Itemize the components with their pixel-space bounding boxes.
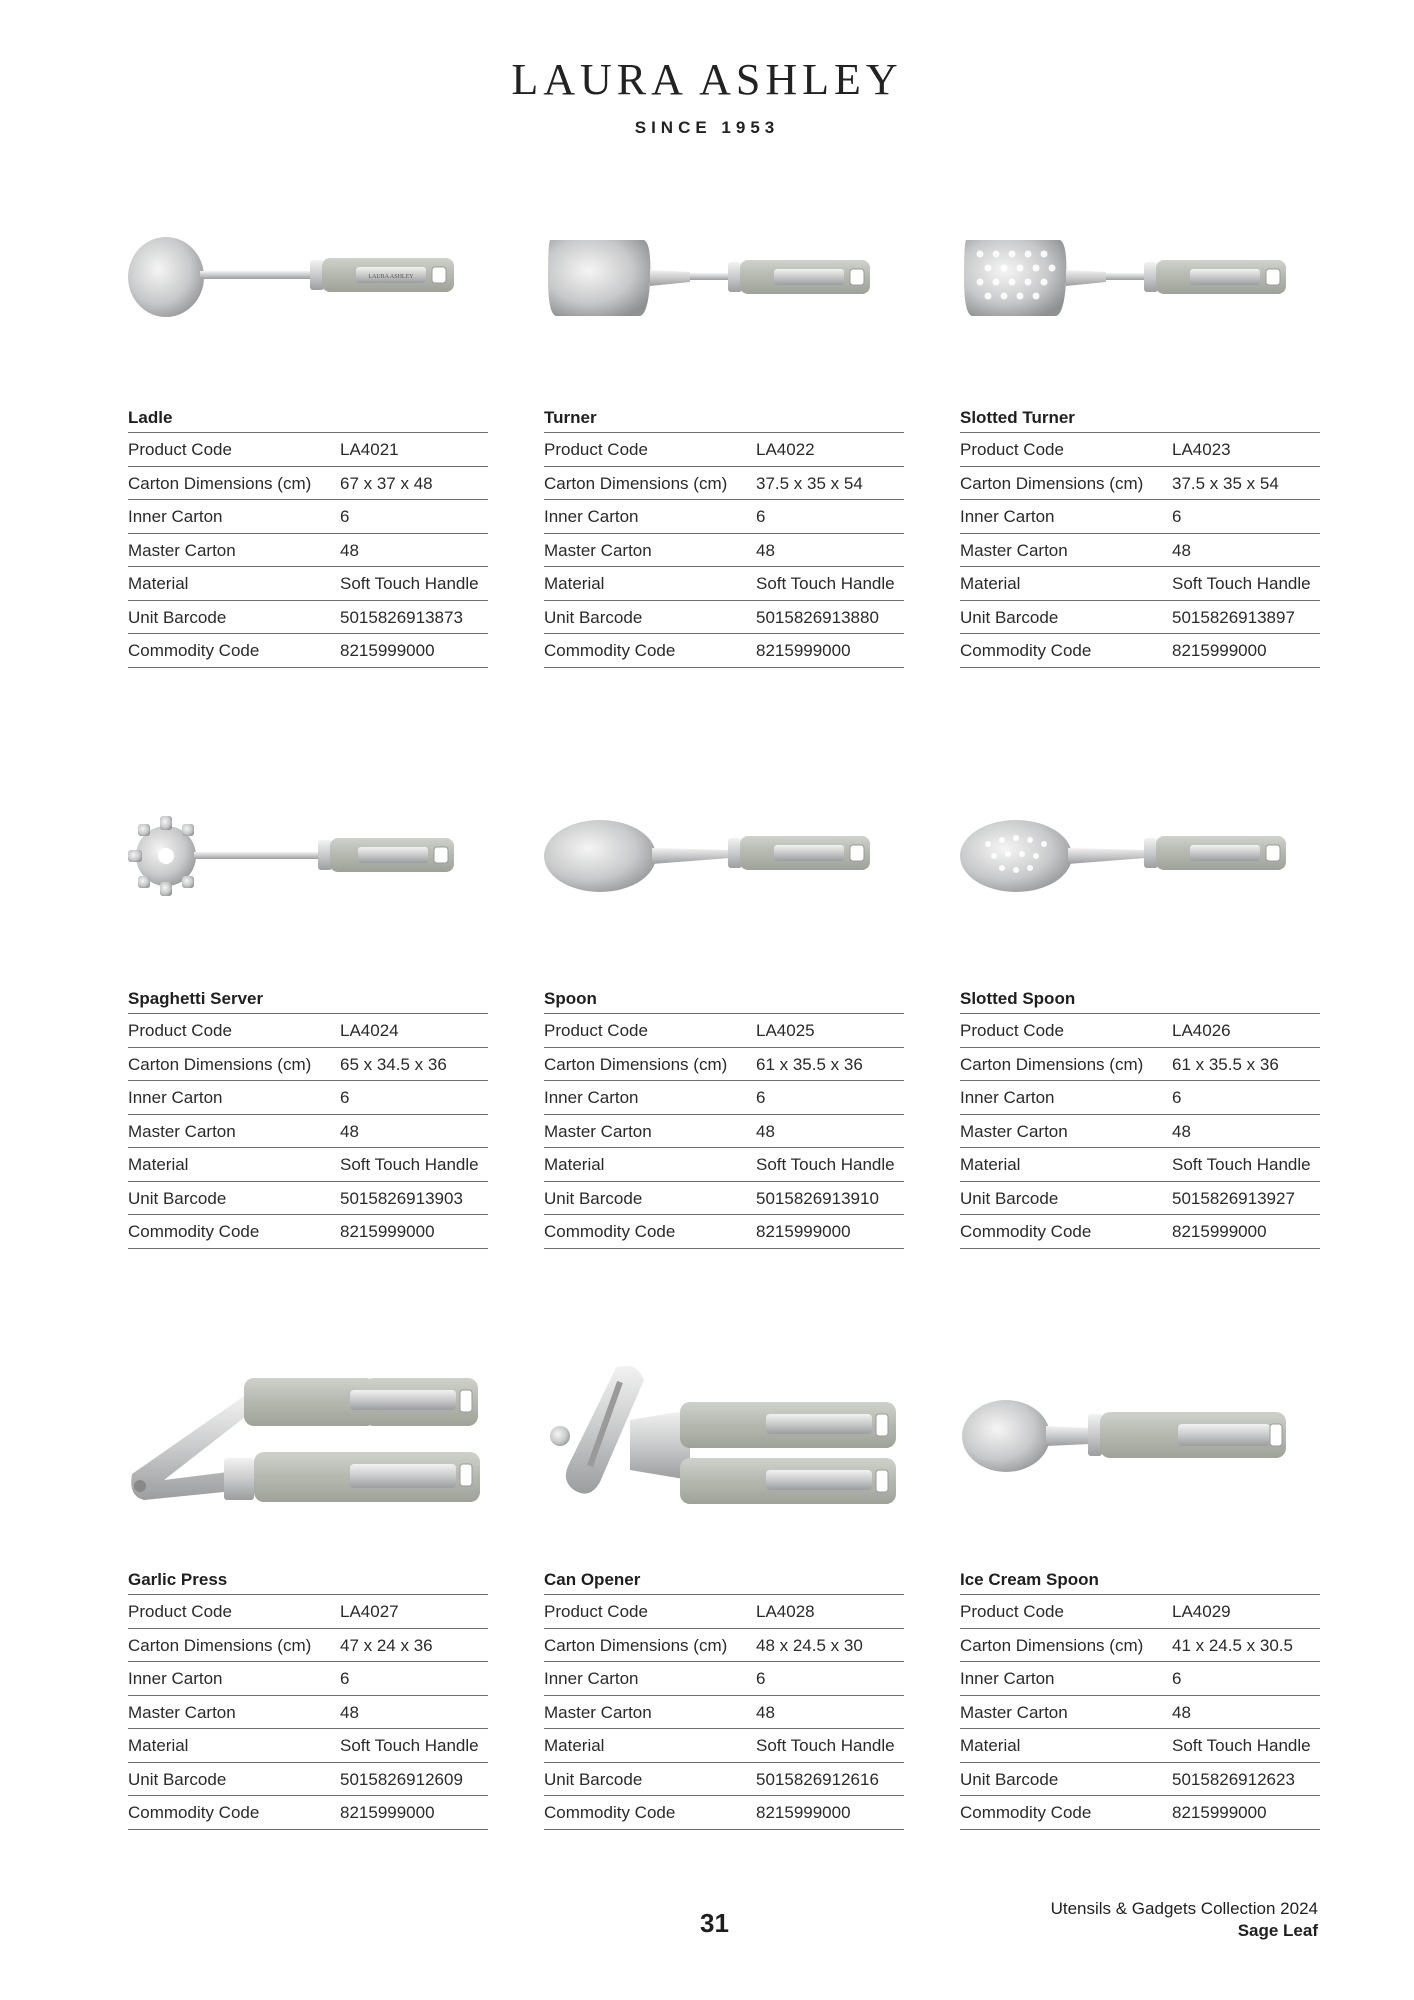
spec-label: Inner Carton <box>128 1088 223 1107</box>
spec-row <box>544 1796 904 1830</box>
spec-row <box>128 1048 488 1082</box>
spec-label: Master Carton <box>960 1121 1068 1141</box>
spec-label: Commodity Code <box>544 1222 676 1241</box>
spec-label: Commodity Code <box>960 1803 1092 1822</box>
product-name: Ice Cream Spoon <box>960 1564 1320 1595</box>
spec-label: Carton Dimensions (cm) <box>960 1635 1144 1655</box>
spec-row <box>960 1595 1320 1629</box>
spec-row <box>128 1014 488 1048</box>
spec-label: Unit Barcode <box>960 607 1059 627</box>
spec-label: Inner Carton <box>544 1088 639 1107</box>
spec-label: Master Carton <box>960 1702 1068 1722</box>
spec-row <box>960 1182 1320 1216</box>
spec-row <box>544 433 904 467</box>
spec-value: 6 <box>756 507 766 526</box>
spec-label: Inner Carton <box>960 507 1055 526</box>
product-name: Turner <box>544 402 904 433</box>
spec-value: Soft Touch Handle <box>1172 1155 1311 1174</box>
product-name: Can Opener <box>544 1564 904 1595</box>
spec-row <box>960 1081 1320 1115</box>
spec-label: Carton Dimensions (cm) <box>128 1635 312 1655</box>
spec-value: 5015826913873 <box>340 607 463 627</box>
spec-value: 5015826913880 <box>756 607 879 627</box>
spec-label: Material <box>128 574 189 593</box>
spec-label: Product Code <box>128 1021 232 1040</box>
spec-label: Carton Dimensions (cm) <box>960 473 1144 493</box>
spec-value: 67 x 37 x 48 <box>340 473 433 493</box>
ladle-image <box>124 222 484 332</box>
spec-table-spoon <box>544 983 904 1249</box>
spec-row <box>544 1763 904 1797</box>
spec-value: 8215999000 <box>340 1803 435 1822</box>
brand-since: SINCE 1953 <box>634 118 780 137</box>
spec-label: Unit Barcode <box>128 1188 227 1208</box>
spec-value: 48 <box>756 1121 775 1141</box>
spec-row <box>544 500 904 534</box>
product-name: Slotted Turner <box>960 402 1320 433</box>
spec-table-garlic-press <box>128 1564 488 1830</box>
spec-label: Material <box>960 574 1021 593</box>
spec-value: 48 <box>756 1702 775 1722</box>
spec-label: Unit Barcode <box>960 1769 1059 1789</box>
spec-row <box>544 1729 904 1763</box>
spec-value: 48 <box>1172 1121 1191 1141</box>
product-name: Slotted Spoon <box>960 983 1320 1014</box>
spec-row <box>960 1115 1320 1149</box>
spec-table-ice-cream-spoon <box>960 1564 1320 1830</box>
spec-label: Inner Carton <box>960 1669 1055 1688</box>
spec-label: Unit Barcode <box>128 1769 227 1789</box>
spec-label: Master Carton <box>960 540 1068 560</box>
spec-row <box>960 1148 1320 1182</box>
spec-table-slotted-turner <box>960 402 1320 668</box>
spec-row <box>960 1696 1320 1730</box>
spec-value: 48 <box>1172 1702 1191 1722</box>
spec-label: Master Carton <box>128 540 236 560</box>
spec-row <box>960 634 1320 668</box>
spec-label: Carton Dimensions (cm) <box>544 473 728 493</box>
spec-value: 48 x 24.5 x 30 <box>756 1635 863 1655</box>
spec-label: Material <box>128 1736 189 1755</box>
spec-value: 8215999000 <box>756 1222 851 1241</box>
spec-row <box>128 601 488 635</box>
spec-label: Product Code <box>128 440 232 459</box>
spec-value: Soft Touch Handle <box>340 1736 479 1755</box>
spec-row <box>960 1662 1320 1696</box>
spec-value: 8215999000 <box>1172 641 1267 660</box>
spec-table-turner <box>544 402 904 668</box>
product-name: Spaghetti Server <box>128 983 488 1014</box>
spec-label: Product Code <box>960 440 1064 459</box>
spec-label: Commodity Code <box>960 641 1092 660</box>
spec-row <box>544 534 904 568</box>
spec-row <box>960 1048 1320 1082</box>
spec-label: Master Carton <box>544 1702 652 1722</box>
spec-value: 48 <box>1172 540 1191 560</box>
spec-label: Commodity Code <box>544 641 676 660</box>
spec-label: Unit Barcode <box>128 607 227 627</box>
spec-value: 6 <box>756 1088 766 1107</box>
spoon-image <box>540 800 900 910</box>
collection-name: Utensils & Gadgets Collection 2024 <box>1050 1899 1318 1918</box>
spec-table-ladle <box>128 402 488 668</box>
spec-value: 8215999000 <box>340 641 435 660</box>
spec-row <box>128 1081 488 1115</box>
spec-label: Unit Barcode <box>544 607 643 627</box>
spec-row <box>128 1215 488 1249</box>
spec-value: 61 x 35.5 x 36 <box>756 1054 863 1074</box>
spec-row <box>544 1081 904 1115</box>
spec-row <box>960 1014 1320 1048</box>
spec-value: LA4028 <box>756 1602 815 1621</box>
spec-row <box>128 433 488 467</box>
spec-row <box>960 433 1320 467</box>
spec-label: Master Carton <box>128 1121 236 1141</box>
spec-row <box>544 567 904 601</box>
spec-value: LA4027 <box>340 1602 399 1621</box>
spec-value: Soft Touch Handle <box>340 1155 479 1174</box>
spec-value: 5015826912623 <box>1172 1769 1295 1789</box>
slotted-turner-image <box>956 222 1316 332</box>
spec-row <box>128 1696 488 1730</box>
spec-row <box>128 1182 488 1216</box>
spec-value: 5015826913897 <box>1172 607 1295 627</box>
spec-table-can-opener <box>544 1564 904 1830</box>
spec-value: 6 <box>340 1088 350 1107</box>
spec-value: Soft Touch Handle <box>756 1736 895 1755</box>
spec-row <box>960 1796 1320 1830</box>
spec-value: 5015826913903 <box>340 1188 463 1208</box>
page-number: 31 <box>700 1908 729 1938</box>
spec-label: Material <box>544 1155 605 1174</box>
spec-row <box>544 1048 904 1082</box>
spec-row <box>128 467 488 501</box>
brand-header <box>0 55 1414 138</box>
spec-row <box>960 1629 1320 1663</box>
spec-value: 48 <box>340 1121 359 1141</box>
spec-label: Commodity Code <box>544 1803 676 1822</box>
spec-label: Material <box>128 1155 189 1174</box>
spec-row <box>544 1215 904 1249</box>
spec-value: LA4024 <box>340 1021 399 1040</box>
spec-value: 65 x 34.5 x 36 <box>340 1054 447 1074</box>
spec-row <box>960 500 1320 534</box>
spec-value: 8215999000 <box>756 641 851 660</box>
spec-label: Carton Dimensions (cm) <box>128 1054 312 1074</box>
spec-value: LA4029 <box>1172 1602 1231 1621</box>
product-name: Spoon <box>544 983 904 1014</box>
spec-row <box>544 1595 904 1629</box>
spec-row <box>128 1595 488 1629</box>
spec-label: Inner Carton <box>960 1088 1055 1107</box>
spec-row <box>544 1148 904 1182</box>
spec-label: Commodity Code <box>128 641 260 660</box>
spec-label: Carton Dimensions (cm) <box>128 473 312 493</box>
spec-row <box>128 567 488 601</box>
spec-label: Inner Carton <box>544 507 639 526</box>
spec-row <box>544 1696 904 1730</box>
spec-value: LA4026 <box>1172 1021 1231 1040</box>
ice-cream-spoon-image <box>956 1380 1316 1490</box>
spec-value: 61 x 35.5 x 36 <box>1172 1054 1279 1074</box>
spec-label: Unit Barcode <box>544 1188 643 1208</box>
spec-row <box>128 1729 488 1763</box>
spec-label: Material <box>960 1155 1021 1174</box>
product-name: Garlic Press <box>128 1564 488 1595</box>
spec-row <box>544 1182 904 1216</box>
spec-label: Product Code <box>544 1021 648 1040</box>
spec-label: Inner Carton <box>128 507 223 526</box>
spec-value: 6 <box>340 1669 350 1688</box>
footer-collection <box>1051 1898 1318 1942</box>
spec-row <box>544 634 904 668</box>
spec-label: Unit Barcode <box>960 1188 1059 1208</box>
spec-row <box>544 1014 904 1048</box>
spec-value: 48 <box>340 540 359 560</box>
spec-label: Material <box>544 1736 605 1755</box>
spec-row <box>544 467 904 501</box>
spec-row <box>128 1148 488 1182</box>
spec-label: Unit Barcode <box>544 1769 643 1789</box>
spec-value: 48 <box>756 540 775 560</box>
spec-value: LA4023 <box>1172 440 1231 459</box>
spec-row <box>960 601 1320 635</box>
spec-label: Carton Dimensions (cm) <box>960 1054 1144 1074</box>
spec-value: LA4022 <box>756 440 815 459</box>
spec-row <box>128 1662 488 1696</box>
spec-row <box>960 467 1320 501</box>
spec-row <box>128 1115 488 1149</box>
spec-value: 5015826913927 <box>1172 1188 1295 1208</box>
range-name: Sage Leaf <box>1237 1921 1318 1940</box>
spec-value: 6 <box>340 507 350 526</box>
spec-value: Soft Touch Handle <box>756 1155 895 1174</box>
handle-logo: LAURA ASHLEY <box>368 274 414 280</box>
spec-row <box>128 500 488 534</box>
spec-row <box>544 1115 904 1149</box>
spec-label: Master Carton <box>128 1702 236 1722</box>
spec-label: Commodity Code <box>128 1222 260 1241</box>
slotted-spoon-image <box>956 800 1316 910</box>
spec-row <box>544 1662 904 1696</box>
spec-value: Soft Touch Handle <box>1172 1736 1311 1755</box>
spec-value: Soft Touch Handle <box>340 574 479 593</box>
spec-row <box>960 1763 1320 1797</box>
spec-row <box>128 1629 488 1663</box>
spec-value: 41 x 24.5 x 30.5 <box>1172 1635 1293 1655</box>
spec-label: Material <box>544 574 605 593</box>
spec-value: 8215999000 <box>1172 1222 1267 1241</box>
spec-label: Inner Carton <box>128 1669 223 1688</box>
spec-label: Master Carton <box>544 540 652 560</box>
spec-value: 48 <box>340 1702 359 1722</box>
spec-value: 47 x 24 x 36 <box>340 1635 433 1655</box>
spec-row <box>960 534 1320 568</box>
spec-label: Carton Dimensions (cm) <box>544 1635 728 1655</box>
spec-value: 5015826912616 <box>756 1769 879 1789</box>
spec-row <box>544 1629 904 1663</box>
spec-label: Commodity Code <box>960 1222 1092 1241</box>
spec-label: Product Code <box>960 1021 1064 1040</box>
spec-table-slotted-spoon <box>960 983 1320 1249</box>
brand-logo: LAURA ASHLEY <box>511 55 903 104</box>
spec-row <box>544 601 904 635</box>
spec-row <box>128 1763 488 1797</box>
spec-value: 37.5 x 35 x 54 <box>756 473 863 493</box>
spec-value: 6 <box>1172 1669 1182 1688</box>
spec-value: 6 <box>1172 507 1182 526</box>
spec-row <box>960 1215 1320 1249</box>
product-name: Ladle <box>128 402 488 433</box>
spec-label: Product Code <box>544 1602 648 1621</box>
spec-value: 5015826912609 <box>340 1769 463 1789</box>
spec-label: Product Code <box>544 440 648 459</box>
spec-value: LA4021 <box>340 440 399 459</box>
spec-value: 5015826913910 <box>756 1188 879 1208</box>
spec-table-spaghetti-server <box>128 983 488 1249</box>
spec-label: Product Code <box>128 1602 232 1621</box>
spec-row <box>128 534 488 568</box>
spec-row <box>960 1729 1320 1763</box>
spec-value: LA4025 <box>756 1021 815 1040</box>
spec-label: Product Code <box>960 1602 1064 1621</box>
spec-value: 37.5 x 35 x 54 <box>1172 473 1279 493</box>
spec-label: Commodity Code <box>128 1803 260 1822</box>
spec-value: 8215999000 <box>1172 1803 1267 1822</box>
spec-label: Carton Dimensions (cm) <box>544 1054 728 1074</box>
can-opener-image <box>540 1340 900 1520</box>
spec-row <box>128 1796 488 1830</box>
spaghetti-server-image <box>124 800 484 910</box>
spec-row <box>128 634 488 668</box>
spec-value: Soft Touch Handle <box>1172 574 1311 593</box>
spec-value: 6 <box>756 1669 766 1688</box>
spec-label: Inner Carton <box>544 1669 639 1688</box>
spec-value: 8215999000 <box>756 1803 851 1822</box>
spec-value: 6 <box>1172 1088 1182 1107</box>
spec-value: 8215999000 <box>340 1222 435 1241</box>
spec-label: Master Carton <box>544 1121 652 1141</box>
spec-row <box>960 567 1320 601</box>
spec-value: Soft Touch Handle <box>756 574 895 593</box>
garlic-press-image <box>124 1340 484 1520</box>
spec-label: Material <box>960 1736 1021 1755</box>
turner-image <box>540 222 900 332</box>
